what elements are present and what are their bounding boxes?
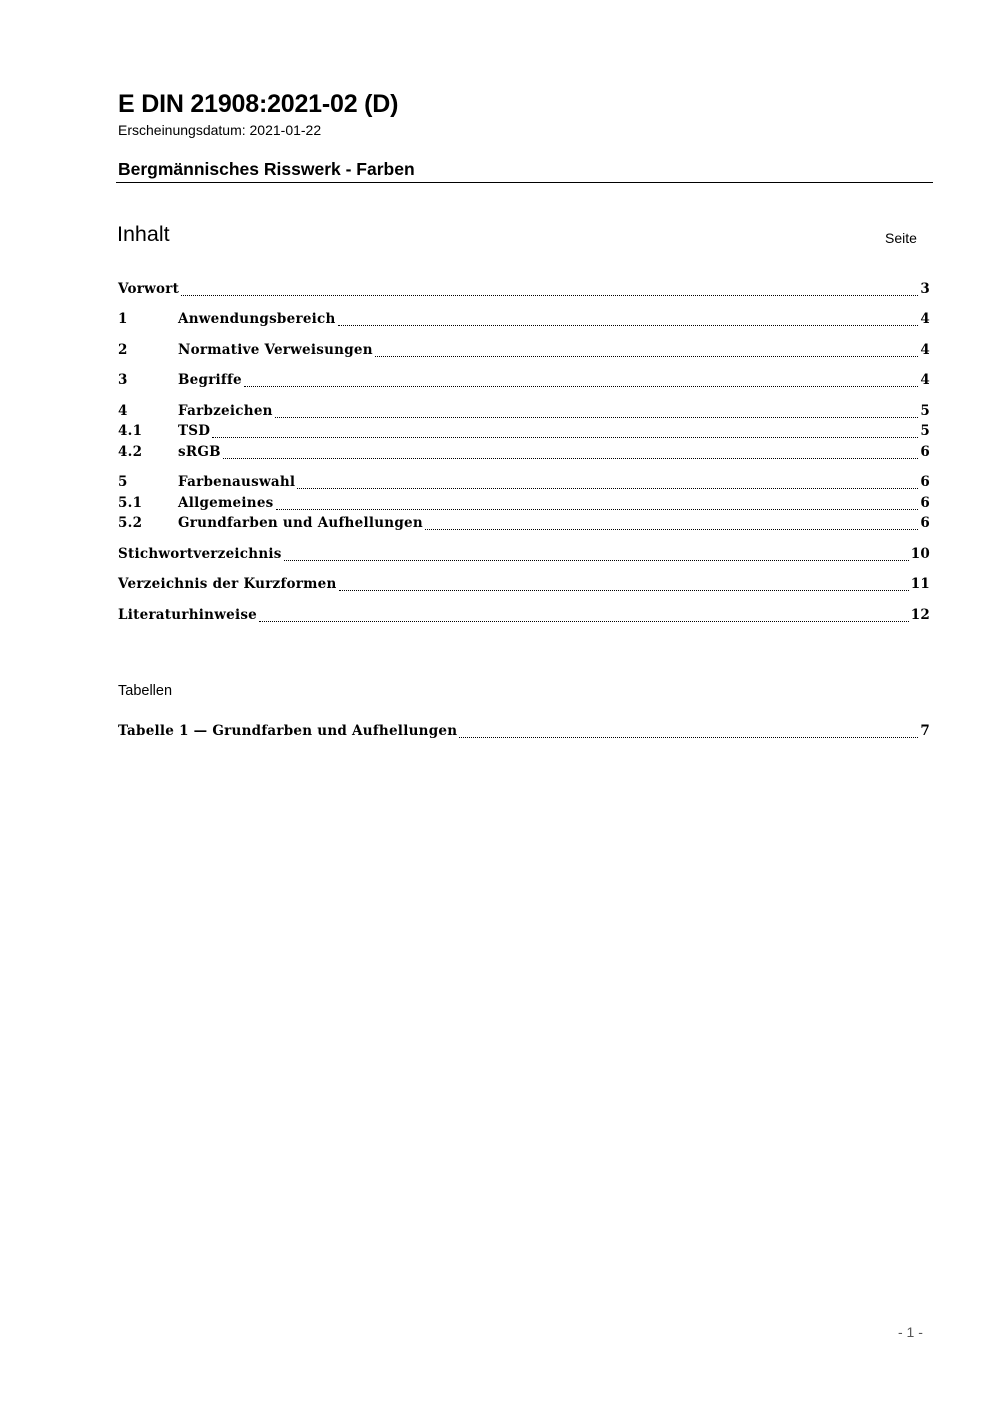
toc-entry-5[interactable] (118, 474, 930, 494)
toc-entry-5-1[interactable] (118, 495, 930, 515)
toc-entry-page: 6 (920, 495, 930, 511)
toc-entry-stichwortverzeichnis[interactable] (118, 546, 930, 566)
toc-entry-number: 4 (118, 403, 128, 419)
toc-entry-4-2[interactable] (118, 444, 930, 464)
toc-entry-vorwort[interactable] (118, 281, 930, 301)
toc-entry-number: 5.1 (118, 495, 143, 511)
toc-entry-title: TSD (178, 423, 211, 439)
toc-entry-number: 5.2 (118, 515, 143, 531)
dot-leader (244, 386, 918, 387)
toc-entry-5-2[interactable] (118, 515, 930, 535)
publication-date: Erscheinungsdatum: 2021-01-22 (118, 122, 322, 138)
toc-entry-4[interactable] (118, 403, 930, 423)
dot-leader (425, 529, 918, 530)
toc-entry-page: 5 (920, 403, 930, 419)
toc-entry-page: 6 (920, 515, 930, 531)
toc-entry-1[interactable] (118, 311, 930, 331)
toc-entry-title: Farbenauswahl (178, 474, 296, 490)
toc-entry-title: Normative Verweisungen (178, 342, 373, 358)
dot-leader (459, 737, 918, 738)
toc-entry-title: Stichwortverzeichnis (118, 546, 282, 562)
dot-leader (212, 437, 918, 438)
toc-entry-number: 4.1 (118, 423, 143, 439)
toc-entry-4-1[interactable] (118, 423, 930, 443)
toc-entry-page: 3 (920, 281, 930, 297)
dot-leader (284, 560, 909, 561)
dot-leader (375, 356, 919, 357)
toc-entry-2[interactable] (118, 342, 930, 362)
toc-entry-title: Farbzeichen (178, 403, 273, 419)
toc-entry-number: 2 (118, 342, 128, 358)
dot-leader (275, 417, 919, 418)
toc-entry-title: Literaturhinweise (118, 607, 258, 623)
toc-entry-title: Anwendungsbereich (178, 311, 336, 327)
dot-leader (181, 295, 918, 296)
toc-entry-title: Verzeichnis der Kurzformen (118, 576, 337, 592)
toc-entry-page: 6 (920, 444, 930, 460)
toc-entry-page: 4 (920, 311, 930, 327)
dot-leader (297, 488, 918, 489)
toc-entry-literaturhinweise[interactable] (118, 607, 930, 627)
toc-entry-number: 5 (118, 474, 128, 490)
toc-entry-title: Grundfarben und Aufhellungen (178, 515, 423, 531)
toc-heading: Inhalt (117, 222, 170, 246)
toc-entry-number: 3 (118, 372, 128, 388)
toc-entry-kurzformen[interactable] (118, 576, 930, 596)
table-entry-title: Tabelle 1 — Grundfarben und Aufhellungen (118, 723, 458, 739)
toc-entry-number: 4.2 (118, 444, 143, 460)
page-column-label: Seite (885, 230, 917, 246)
document-title: E DIN 21908:2021-02 (D) (118, 90, 399, 118)
toc-entry-title: Vorwort (118, 281, 180, 297)
toc-entry-title: Begriffe (178, 372, 242, 388)
toc-entry-number: 1 (118, 311, 128, 327)
table-entry-page: 7 (920, 723, 930, 739)
dot-leader (276, 509, 919, 510)
dot-leader (339, 590, 909, 591)
toc-entry-page: 10 (910, 546, 930, 562)
toc-entry-3[interactable] (118, 372, 930, 392)
toc-entry-title: Allgemeines (178, 495, 274, 511)
tables-heading: Tabellen (118, 683, 173, 699)
toc-entry-title: sRGB (178, 444, 221, 460)
dot-leader (338, 325, 919, 326)
dot-leader (223, 458, 919, 459)
toc-entry-page: 4 (920, 342, 930, 358)
toc-entry-page: 6 (920, 474, 930, 490)
toc-entry-page: 11 (910, 576, 930, 592)
toc-entry-page: 5 (920, 423, 930, 439)
page-number: - 1 - (898, 1324, 923, 1340)
title-divider (116, 182, 933, 183)
table-entry-1[interactable] (118, 723, 930, 743)
dot-leader (259, 621, 909, 622)
toc-entry-page: 4 (920, 372, 930, 388)
toc-entry-page: 12 (910, 607, 930, 623)
document-subtitle: Bergmännisches Risswerk - Farben (118, 159, 415, 179)
